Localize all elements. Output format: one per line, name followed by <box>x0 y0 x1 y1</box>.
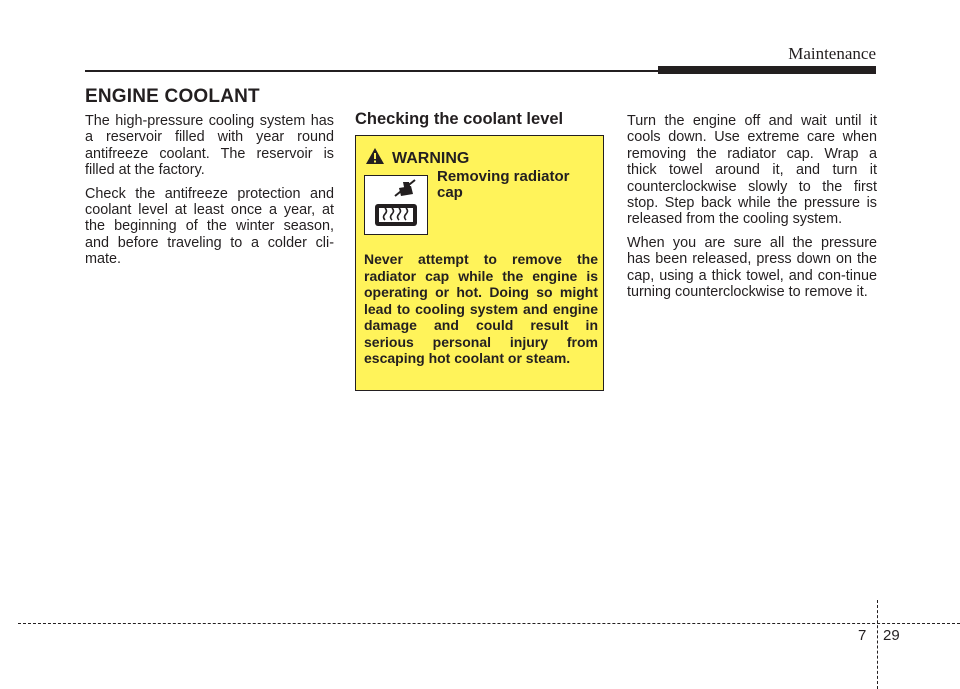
warning-header <box>365 147 469 170</box>
chapter-number: 7 <box>858 627 867 644</box>
warning-triangle-icon <box>365 147 385 170</box>
footer-rule <box>18 623 960 624</box>
subsection-heading: Checking the coolant level <box>355 110 564 128</box>
warning-subtitle: Removing radiator cap <box>437 168 570 201</box>
page-number: 29 <box>883 627 900 644</box>
intro-paragraph-1: The high-pressure cooling system has a reservoir filled with year round antifreeze coolant. The reservoir is filled at the factory. <box>85 113 334 179</box>
header-rule-accent <box>658 66 876 74</box>
procedure-paragraph-2: When you are sure all the pressure has been released, press down on the cap, using a thick towel, and con-tinue turning counterclockwise to remove it. <box>627 234 877 301</box>
running-header: Maintenance <box>788 44 876 63</box>
warning-body: Never attempt to remove the radiator cap while the engine is operating or hot. Doing so might lead to cooling system and engine damage and could result in serious personal injury from escaping hot coolant or steam. <box>364 251 598 366</box>
intro-paragraph-2: Check the antifreeze protection and coolant level at least once a year, at the beginning of the winter season, and before traveling to a colder cli-mate. <box>85 185 334 268</box>
procedure-column <box>627 113 877 307</box>
radiator-cap-hot-icon <box>364 175 428 235</box>
intro-column <box>85 113 334 275</box>
warning-box <box>355 135 604 391</box>
warning-label: WARNING <box>392 149 470 167</box>
footer-divider <box>877 600 878 689</box>
procedure-paragraph-1: Turn the engine off and wait until it cools down. Use extreme care when removing the radiator cap. Wrap a thick towel around it, and turn it counterclockwise slowly to the first stop. Step back while the pressure is released from the cooling system. <box>627 113 877 228</box>
section-title: ENGINE COOLANT <box>85 86 260 107</box>
